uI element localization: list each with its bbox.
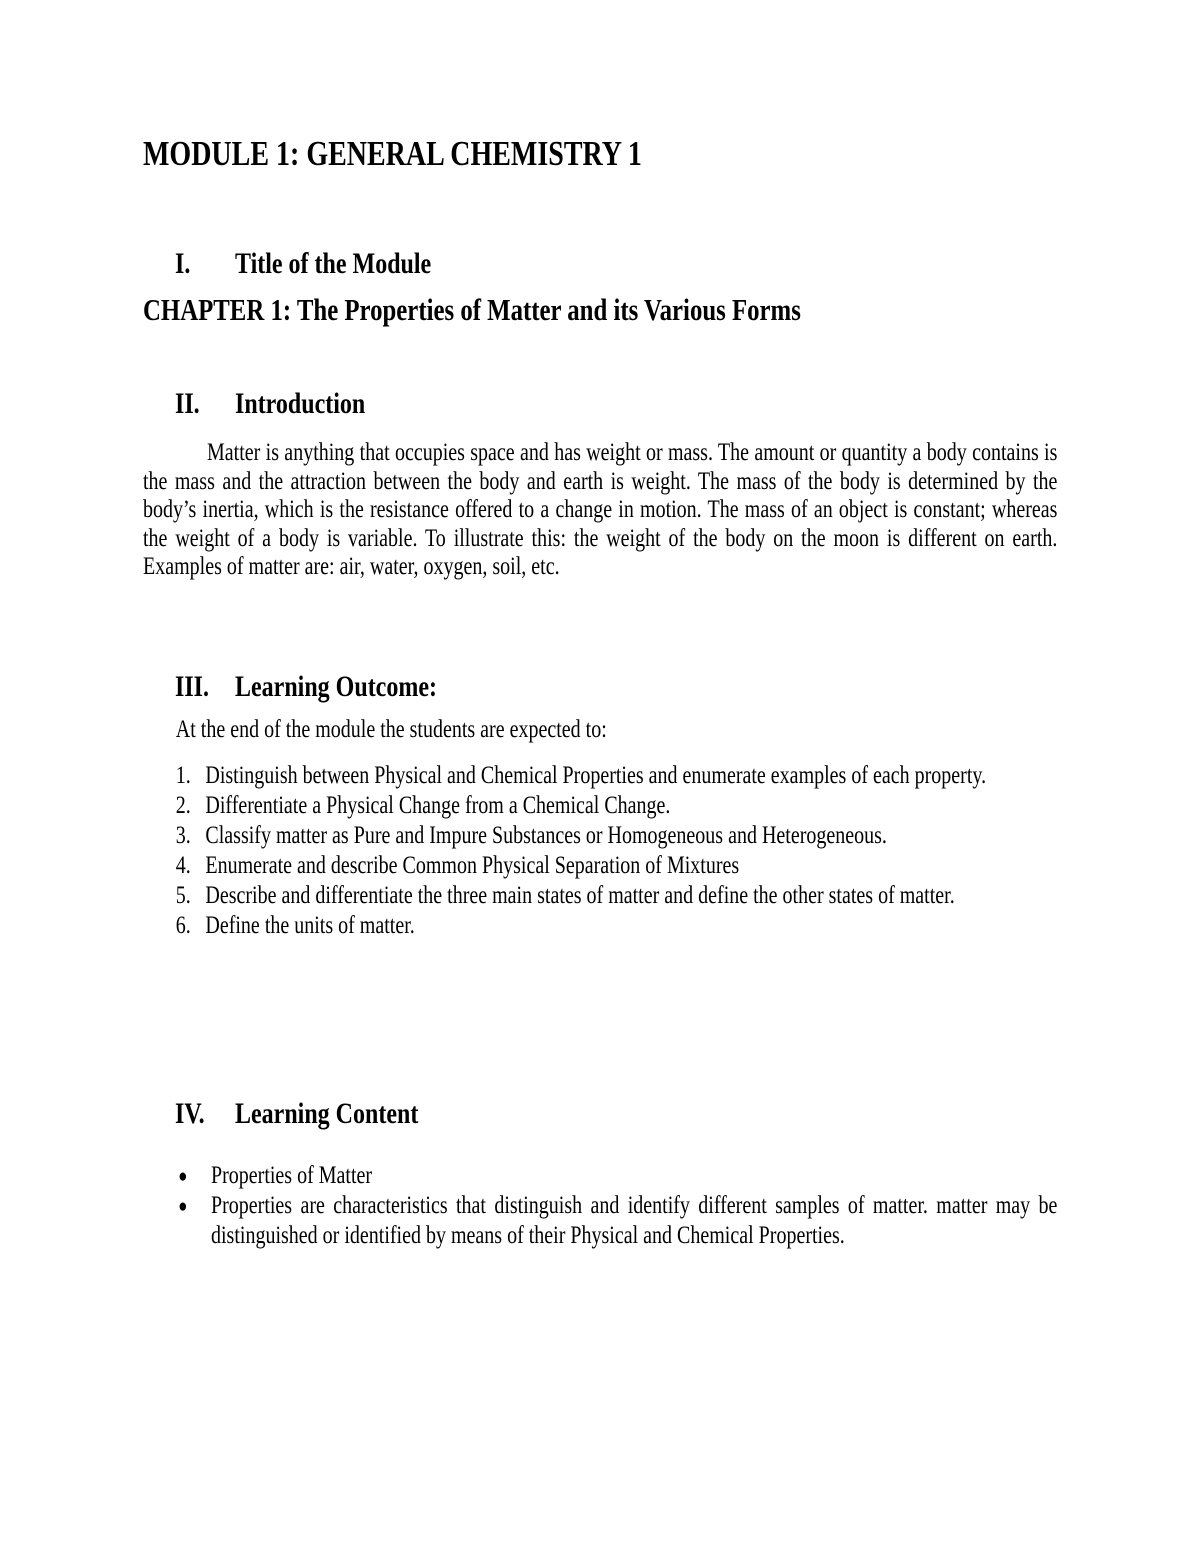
outcome-item-text: Distinguish between Physical and Chemical Properties and enumerate examples of each property. (205, 762, 987, 789)
learning-outcome-list (143, 761, 1057, 941)
section-3-label: Learning Outcome: (235, 670, 437, 703)
outcome-item (143, 851, 1057, 881)
learning-content-list (143, 1161, 1057, 1251)
outcome-item-number: 5. (175, 882, 191, 909)
learning-outcome-lead: At the end of the module the students are expected to: (175, 716, 607, 743)
outcome-item-text: Classify matter as Pure and Impure Substances or Homogeneous and Heterogeneous. (205, 822, 887, 849)
page-content (143, 0, 1057, 1553)
outcome-item-number: 2. (175, 792, 191, 819)
bullet-icon: ● (178, 1166, 188, 1187)
section-4-label: Learning Content (235, 1097, 419, 1130)
bullet-icon: ● (178, 1196, 188, 1217)
bullet-item-text: Properties are characteristics that distinguish and identify different samples of matter. matter may be distinguished or identified by means of their Physical and Chemical Properties. (211, 1192, 1058, 1249)
outcome-item-text: Differentiate a Physical Change from a Chemical Change. (205, 792, 671, 819)
section-2-label: Introduction (235, 387, 366, 420)
outcome-item-number: 6. (175, 912, 191, 939)
section-1-numeral: I. (175, 247, 191, 280)
list-item (143, 1191, 1057, 1251)
section-3-numeral: III. (175, 670, 210, 703)
section-3-heading (143, 669, 1057, 705)
outcome-item-number: 3. (175, 822, 191, 849)
outcome-item (143, 821, 1057, 851)
outcome-item (143, 761, 1057, 791)
section-1-heading (143, 246, 1057, 282)
outcome-item-text: Define the units of matter. (205, 912, 415, 939)
outcome-item-text: Describe and differentiate the three main states of matter and define the other states of matter. (205, 882, 955, 909)
bullet-item-text: Properties of Matter (211, 1162, 373, 1189)
section-4-numeral: IV. (175, 1097, 205, 1130)
outcome-item-text: Enumerate and describe Common Physical Separation of Mixtures (205, 852, 740, 879)
section-2-numeral: II. (175, 387, 200, 420)
outcome-item-number: 4. (175, 852, 191, 879)
section-4-heading (143, 1096, 1057, 1132)
section-1-label: Title of the Module (235, 247, 432, 280)
module-title: MODULE 1: GENERAL CHEMISTRY 1 (143, 134, 642, 173)
outcome-item (143, 881, 1057, 911)
outcome-item (143, 911, 1057, 941)
list-item (143, 1161, 1057, 1191)
outcome-item-number: 1. (175, 762, 191, 789)
outcome-item (143, 791, 1057, 821)
introduction-paragraph: Matter is anything that occupies space and has weight or mass. The amount or quantity a body contains is the mass and the attraction between the body and earth is weight. The mass of the body is determined by the body’s inertia, which is the resistance offered to a change in motion. The mass of an object is constant; whereas the weight of a body is variable. To illustrate this: the weight of the body on the moon is different on earth. Examples of matter are: air, water, oxygen, soil, etc. (143, 439, 1058, 580)
chapter-heading: CHAPTER 1: The Properties of Matter and its Various Forms (143, 292, 801, 327)
section-2-heading (143, 386, 1057, 422)
